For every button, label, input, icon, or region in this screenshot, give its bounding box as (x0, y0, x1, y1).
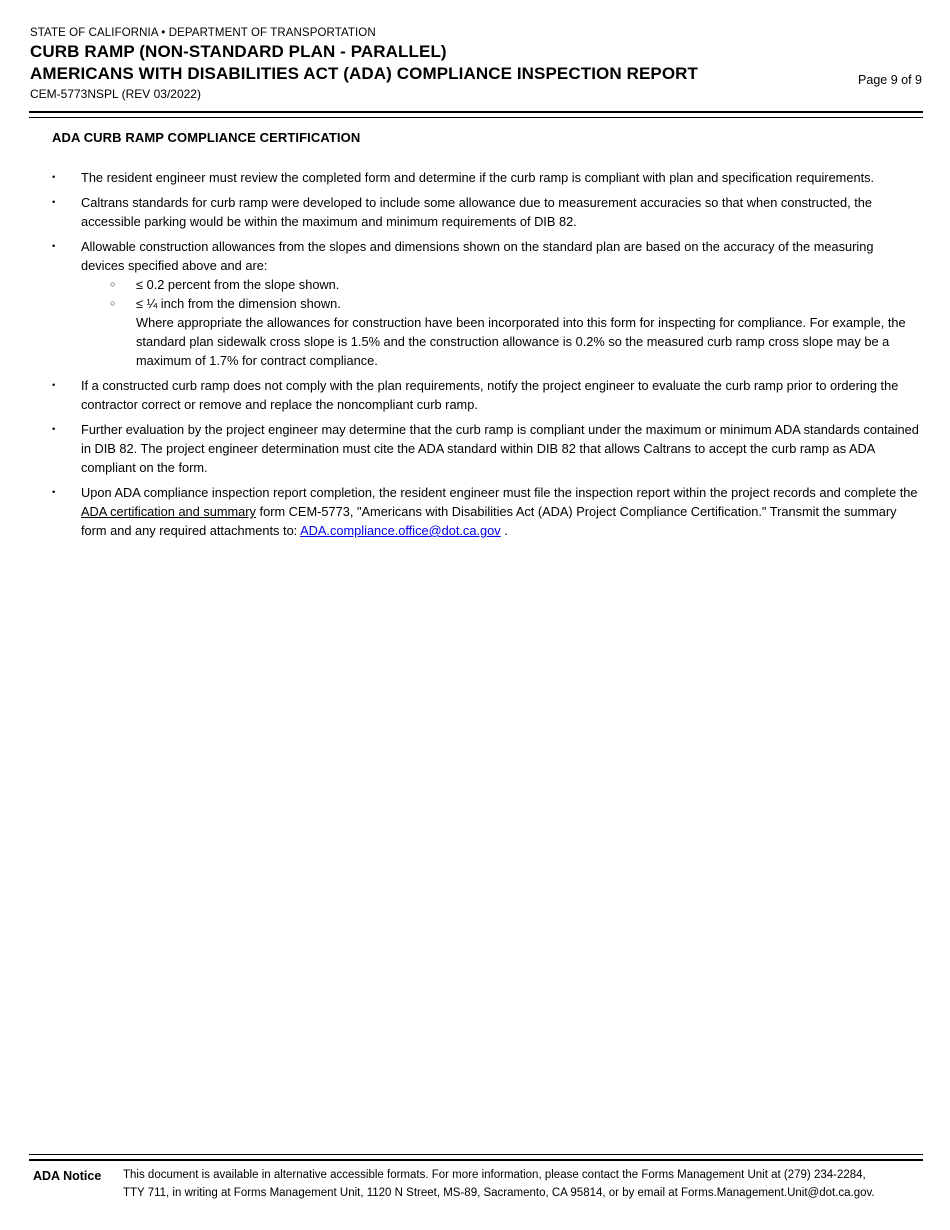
bullet-text (81, 483, 920, 540)
ada-notice-line1: This document is available in alternative accessible formats. For more information, please contact the Forms Management Unit at (279) 234-2284, (123, 1169, 866, 1181)
header-divider (29, 111, 923, 118)
ada-certification-summary-reference: ADA certification and summary (81, 504, 256, 519)
bullet-text: Allowable construction allowances from the slopes and dimensions shown on the standard plan are based on the accuracy of the measuring devices specified above and are: (81, 239, 874, 273)
sub-bullet-text: ≤ ¼ inch from the dimension shown. (136, 296, 341, 311)
list-item (52, 483, 920, 540)
form-title-line2: AMERICANS WITH DISABILITIES ACT (ADA) COMPLIANCE INSPECTION REPORT (30, 63, 699, 83)
ada-notice-label: ADA Notice (33, 1169, 102, 1183)
sub-list-item (110, 294, 920, 313)
form-title-line1: CURB RAMP (NON-STANDARD PLAN - PARALLEL) (30, 42, 447, 61)
ada-notice-line2: TTY 711, in writing at Forms Management Unit, 1120 N Street, MS-89, Sacramento, CA 95814, or by email at Forms.Management.Unit@dot.ca.gov. (123, 1186, 875, 1199)
circle-bullet-icon: ○ (110, 298, 116, 308)
bullet-icon: • (52, 197, 56, 208)
bullet-icon: • (52, 380, 56, 391)
bullet-icon: • (52, 424, 56, 435)
bullet-icon: • (52, 487, 56, 498)
bullet-icon: • (52, 172, 56, 183)
bullet-text: The resident engineer must review the completed form and determine if the curb ramp is compliant with plan and specification requirements. (81, 170, 875, 185)
bullet-text: Caltrans standards for curb ramp were developed to include some allowance due to measurement accuracies so that when constructed, the accessible parking would be within the maximum and minimum requirements of DIB 82. (81, 195, 872, 229)
list-item (52, 193, 920, 231)
list-item (52, 376, 920, 414)
bullet-text-segment: . (500, 523, 508, 538)
circle-bullet-icon: ○ (110, 279, 116, 289)
footer-divider (29, 1154, 923, 1161)
agency-line: STATE OF CALIFORNIA • DEPARTMENT OF TRANSPORTATION (30, 27, 376, 39)
bullet-body (81, 237, 920, 370)
bullet-text: Further evaluation by the project engineer may determine that the curb ramp is compliant under the maximum or minimum ADA standards contained in DIB 82. The project engineer determination must cite the ADA standard within DIB 82 that allows Caltrans to accept the curb ramp as ADA compliant on the form. (81, 422, 919, 475)
sub-list-item (110, 275, 920, 294)
ada-notice-footer (33, 1167, 923, 1202)
list-item (52, 420, 920, 477)
allowance-note: Where appropriate the allowances for construction have been incorporated into this form for inspecting for compliance. For example, the standard plan sidewalk cross slope is 1.5% and the construction allowance is 0.2% so the measured curb ramp cross slope may be a maximum of 1.7% for contract compliance. (136, 315, 906, 368)
page-number: Page 9 of 9 (858, 73, 922, 87)
page-header (30, 26, 922, 102)
certification-section (52, 131, 920, 546)
list-item (52, 168, 920, 187)
sub-bullet-text: ≤ 0.2 percent from the slope shown. (136, 277, 340, 292)
bullet-text-segment: form CEM-5773, "Americans with Disabilities Act (ADA) Project Compliance Certification." Transmit the summary form and any required attachments to: (81, 504, 897, 538)
bullet-text: If a constructed curb ramp does not comply with the plan requirements, notify the project engineer to evaluate the curb ramp prior to ordering the contractor correct or remove and replace the noncompliant curb ramp. (81, 378, 899, 412)
bullet-icon: • (52, 241, 56, 252)
ada-notice-text (123, 1167, 875, 1202)
list-item (52, 237, 920, 370)
section-heading: ADA CURB RAMP COMPLIANCE CERTIFICATION (52, 130, 361, 145)
bullet-text-segment: Upon ADA compliance inspection report completion, the resident engineer must file the inspection report within the project records and complete the (81, 485, 918, 500)
form-number: CEM-5773NSPL (REV 03/2022) (30, 87, 201, 101)
ada-compliance-email-link[interactable]: ADA.compliance.office@dot.ca.gov (300, 523, 501, 538)
